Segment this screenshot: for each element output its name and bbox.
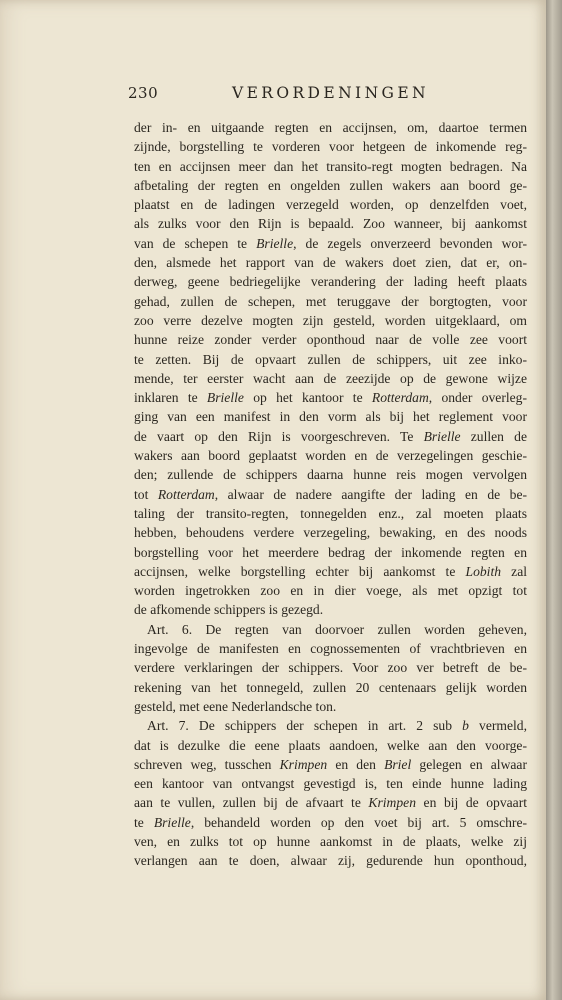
text-line: te zetten. Bij de opvaart zullen de schippers, uit zee inko- bbox=[134, 351, 527, 367]
text-line: schreven weg, tusschen Krimpen en den Briel gelegen en alwaar bbox=[134, 756, 527, 772]
text-line: een kantoor van ontvangst gevestigd is, ten einde hunne lading bbox=[134, 776, 527, 792]
text-line: der in- en uitgaande regten en accijnsen, om, daartoe termen bbox=[134, 120, 527, 135]
text-line: derweg, geene bedriegelijke verandering der lading heeft plaats bbox=[134, 274, 527, 290]
text-line: ging van een manifest in den vorm als bij het reglement voor bbox=[134, 409, 527, 425]
text-line: tot Rotterdam, alwaar de nadere aangifte der lading en de be- bbox=[134, 486, 528, 502]
text-line: ten en accijnsen meer dan het transito-regt mogten bedragen. Na bbox=[134, 158, 527, 174]
text-line: wakers aan boord geplaatst worden en de verzegelingen geschie- bbox=[134, 448, 527, 464]
body-text bbox=[134, 118, 527, 871]
text-line: accijnsen, welke borgstelling echter bij aankomst te Lobith zal bbox=[134, 563, 528, 579]
text-line: de vaart op den Rijn is voorgeschreven. Te Brielle zullen de bbox=[134, 428, 528, 444]
text-line: aan te vullen, zullen bij de afvaart te Krimpen en bij de opvaart bbox=[134, 795, 527, 811]
text-line: mende, ter eerster wacht aan de zeezijde op de gewone wijze bbox=[134, 370, 527, 386]
page-edge bbox=[546, 0, 562, 1000]
text-line: van de schepen te Brielle, de zegels onverzeerd bevonden wor- bbox=[134, 235, 527, 251]
running-head bbox=[128, 84, 428, 106]
text-line: den, alsmede het rapport van de wakers doet zien, dat er, on- bbox=[134, 255, 527, 271]
text-line: borgstelling voor het meerdere bedrag der inkomende regten en bbox=[134, 544, 527, 560]
text-line: de afkomende schippers is gezegd. bbox=[134, 602, 324, 618]
text-line: ingevolge de manifesten en cognossementen of vrachtbrieven en bbox=[134, 641, 527, 657]
text-line: taling der transito-regten, tonnegelden enz., zal moeten plaats bbox=[134, 505, 527, 521]
text-line: plaatst en de ladingen verzegeld worden, op denzelfden voet, bbox=[134, 197, 527, 213]
text-line: te Brielle, behandeld worden op den voet bij art. 5 omschre- bbox=[134, 814, 527, 830]
text-line: hebben, behoudens verdere verzegeling, bewaking, en des noods bbox=[134, 525, 527, 541]
text-line: gesteld, met eene Nederlandsche ton. bbox=[134, 698, 337, 714]
page-number: 230 bbox=[128, 84, 159, 102]
text-line: Art. 7. De schippers der schepen in art. 2 sub b vermeld, bbox=[147, 718, 527, 734]
text-line: Art. 6. De regten van doorvoer zullen worden geheven, bbox=[147, 621, 527, 637]
text-line: afbetaling der regten en ongelden zullen wakers aan boord ge- bbox=[134, 177, 527, 193]
text-line: verdere verklaringen der schippers. Voor zoo ver betreft de be- bbox=[134, 660, 527, 676]
text-line: dat is dezulke die eene plaats aandoen, welke aan den voorge- bbox=[134, 737, 527, 753]
text-line: ven, en zulks tot op hunne aankomst in de plaats, welke zij bbox=[134, 833, 527, 849]
text-line: hunne reize zonder verder oponthoud naar de volle zee voort bbox=[134, 332, 527, 348]
text-line: worden ingetrokken zoo en in dier voege, als met opzigt tot bbox=[134, 583, 527, 599]
text-line: rekening van het tonnegeld, zullen 20 centenaars gelijk worden bbox=[134, 679, 527, 695]
running-title: VERORDENINGEN bbox=[232, 84, 430, 102]
text-line: zijnde, borgstelling te vorderen voor hetgeen de inkomende reg- bbox=[134, 139, 527, 155]
text-line: zoo verre dezelve mogten zijn gesteld, worden uitgeklaard, om bbox=[134, 312, 527, 328]
text-line: verlangen aan te doen, alwaar zij, gedurende hun oponthoud, bbox=[134, 853, 527, 869]
text-line: als zulks voor den Rijn is bepaald. Zoo wanneer, bij aankomst bbox=[134, 216, 527, 232]
text-line: gehad, zullen de schepen, met teruggave der borgtogten, voor bbox=[134, 293, 527, 309]
text-line: inklaren te Brielle op het kantoor te Rotterdam, onder overleg- bbox=[134, 390, 527, 406]
text-line: den; zullende de schippers daarna hunne reis mogen vervolgen bbox=[134, 467, 527, 483]
